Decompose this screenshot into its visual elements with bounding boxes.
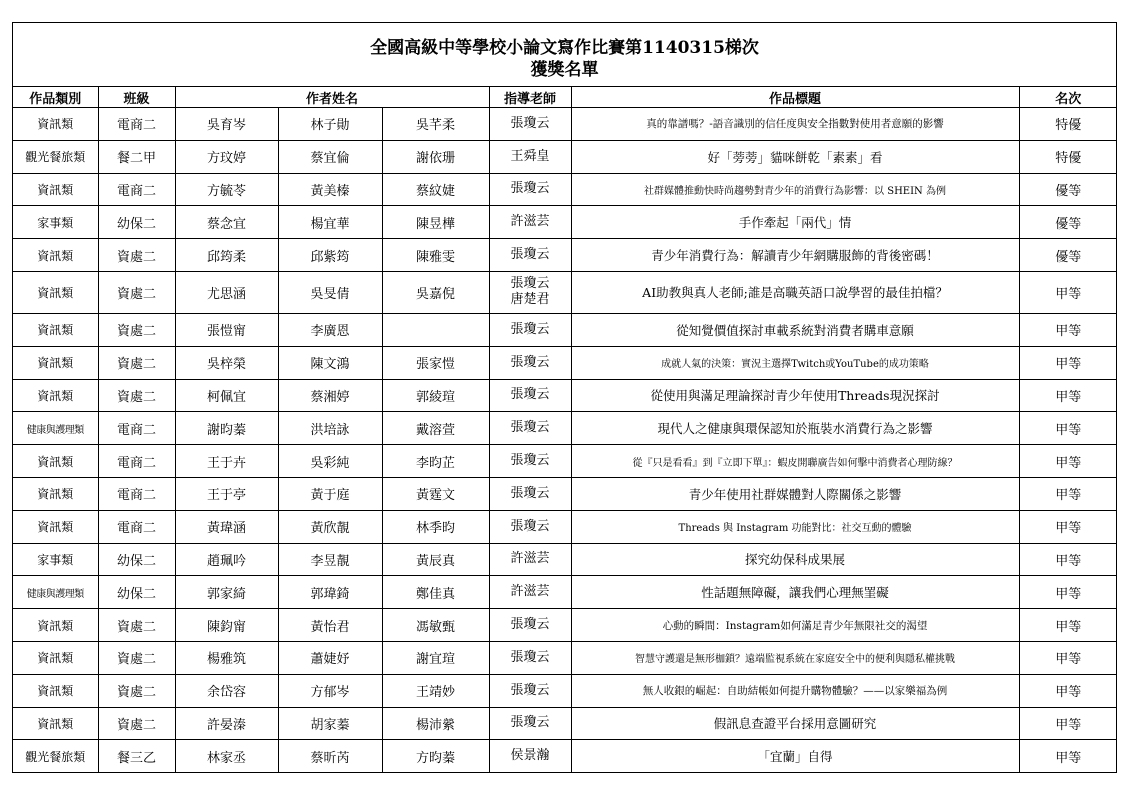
- cell-author-3: 王靖妙: [382, 674, 489, 707]
- cell-class: 資處二: [98, 239, 175, 272]
- cell-work-title: 青少年使用社群媒體對人際關係之影響: [571, 477, 1019, 510]
- table-row: [13, 445, 1117, 478]
- cell-class: 資處二: [98, 707, 175, 740]
- cell-author-1: 楊雅筑: [175, 641, 278, 674]
- cell-class: 資處二: [98, 609, 175, 642]
- cell-class: 電商二: [98, 173, 175, 206]
- cell-rank: 甲等: [1019, 707, 1117, 740]
- cell-category: 資訊類: [13, 477, 98, 510]
- cell-rank: 優等: [1019, 206, 1117, 239]
- teacher-name: 侯景瀚: [510, 748, 550, 764]
- cell-author-1: 柯佩宜: [175, 379, 278, 412]
- teacher-name: 張瓊云: [510, 617, 550, 633]
- table-row: [13, 412, 1117, 445]
- cell-author-1: 余岱容: [175, 674, 278, 707]
- cell-class: 電商二: [98, 412, 175, 445]
- table-row: [13, 707, 1117, 740]
- cell-work-title: 從使用與滿足理論探討青少年使用Threads現況探討: [571, 379, 1019, 412]
- cell-class: 電商二: [98, 477, 175, 510]
- cell-work-title: 手作牽起「兩代」情: [571, 206, 1019, 239]
- cell-author-1: 張愷甯: [175, 313, 278, 346]
- cell-author-3: 陳雅雯: [382, 239, 489, 272]
- cell-author-1: 趙珮吟: [175, 543, 278, 576]
- cell-author-1: 尤思涵: [175, 271, 278, 313]
- cell-category: 資訊類: [13, 674, 98, 707]
- teacher-name: 許滋芸: [510, 214, 550, 230]
- table-row: [13, 576, 1117, 609]
- header-work-title: 作品標題: [571, 87, 1019, 108]
- cell-category: 資訊類: [13, 707, 98, 740]
- cell-author-3: 謝依珊: [382, 140, 489, 173]
- cell-work-title: 心動的瞬間：Instagram如何滿足青少年無限社交的渴望: [571, 609, 1019, 642]
- cell-category: 資訊類: [13, 346, 98, 379]
- cell-author-2: 黃美榛: [278, 173, 382, 206]
- cell-author-1: 邱筠柔: [175, 239, 278, 272]
- cell-class: 資處二: [98, 674, 175, 707]
- cell-author-3: 李昀芷: [382, 445, 489, 478]
- cell-rank: 甲等: [1019, 609, 1117, 642]
- teacher-name: 唐楚君: [510, 292, 550, 308]
- cell-work-title: Threads 與 Instagram 功能對比：社交互動的體驗: [571, 510, 1019, 543]
- cell-category: 健康與護理類: [13, 412, 98, 445]
- cell-work-title: 「宜蘭」自得: [571, 740, 1019, 773]
- header-rank: 名次: [1019, 87, 1117, 108]
- teacher-name: 張瓊云: [510, 115, 550, 131]
- teacher-name: 張瓊云: [510, 682, 550, 698]
- cell-author-3: 蔡紋婕: [382, 173, 489, 206]
- award-list-sheet: [12, 22, 1117, 773]
- cell-rank: 優等: [1019, 239, 1117, 272]
- cell-author-3: 馮敏甄: [382, 609, 489, 642]
- cell-rank: 甲等: [1019, 379, 1117, 412]
- cell-category: 觀光餐旅類: [13, 740, 98, 773]
- cell-rank: 甲等: [1019, 740, 1117, 773]
- award-table-body: [13, 108, 1117, 773]
- cell-rank: 優等: [1019, 173, 1117, 206]
- cell-teacher: [489, 740, 571, 773]
- cell-author-3: [382, 313, 489, 346]
- table-row: [13, 206, 1117, 239]
- document-subtitle: 獲獎名單: [530, 60, 599, 80]
- cell-rank: 甲等: [1019, 641, 1117, 674]
- cell-rank: 甲等: [1019, 445, 1117, 478]
- cell-category: 資訊類: [13, 173, 98, 206]
- cell-author-1: 蔡念宜: [175, 206, 278, 239]
- cell-rank: 甲等: [1019, 412, 1117, 445]
- cell-category: 資訊類: [13, 641, 98, 674]
- table-row: [13, 173, 1117, 206]
- cell-author-3: 戴溶萱: [382, 412, 489, 445]
- cell-teacher: [489, 108, 571, 141]
- cell-work-title: 青少年消費行為：解讀青少年網購服飾的背後密碼！: [571, 239, 1019, 272]
- cell-author-1: 林家丞: [175, 740, 278, 773]
- cell-work-title: AI助教與真人老師;誰是高職英語口說學習的最佳拍檔？: [571, 271, 1019, 313]
- cell-author-2: 李昱靚: [278, 543, 382, 576]
- cell-author-2: 黃欣靚: [278, 510, 382, 543]
- cell-class: 餐二甲: [98, 140, 175, 173]
- title-block: [13, 23, 1116, 87]
- cell-work-title: 從『只是看看』到『立即下單』：蝦皮開聯廣告如何擊中消費者心理防線？: [571, 445, 1019, 478]
- cell-class: 資處二: [98, 271, 175, 313]
- cell-category: 資訊類: [13, 239, 98, 272]
- table-row: [13, 510, 1117, 543]
- cell-author-3: 張家愷: [382, 346, 489, 379]
- cell-rank: 甲等: [1019, 674, 1117, 707]
- table-row: [13, 108, 1117, 141]
- cell-work-title: 現代人之健康與環保認知於瓶裝水消費行為之影響: [571, 412, 1019, 445]
- table-row: [13, 740, 1117, 773]
- cell-author-2: 蔡昕芮: [278, 740, 382, 773]
- cell-class: 資處二: [98, 313, 175, 346]
- cell-author-2: 李廣恩: [278, 313, 382, 346]
- cell-rank: 甲等: [1019, 510, 1117, 543]
- teacher-name: 張瓊云: [510, 715, 550, 731]
- cell-teacher: [489, 477, 571, 510]
- cell-work-title: 探究幼保科成果展: [571, 543, 1019, 576]
- cell-work-title: 智慧守護還是無形枷鎖？遠端監視系統在家庭安全中的便利與隱私權挑戰: [571, 641, 1019, 674]
- cell-author-2: 蔡宜倫: [278, 140, 382, 173]
- cell-teacher: [489, 313, 571, 346]
- cell-author-1: 方玟婷: [175, 140, 278, 173]
- cell-author-2: 黃怡君: [278, 609, 382, 642]
- cell-teacher: [489, 609, 571, 642]
- cell-category: 資訊類: [13, 609, 98, 642]
- cell-class: 資處二: [98, 641, 175, 674]
- cell-teacher: [489, 206, 571, 239]
- cell-class: 幼保二: [98, 206, 175, 239]
- cell-teacher: [489, 140, 571, 173]
- cell-class: 電商二: [98, 445, 175, 478]
- header-teacher: 指導老師: [489, 87, 571, 108]
- cell-class: 電商二: [98, 510, 175, 543]
- cell-teacher: [489, 445, 571, 478]
- teacher-name: 張瓊云: [510, 485, 550, 501]
- table-row: [13, 140, 1117, 173]
- cell-work-title: 社群媒體推動快時尚趨勢對青少年的消費行為影響：以 SHEIN 為例: [571, 173, 1019, 206]
- teacher-name: 王舜皇: [510, 148, 550, 164]
- teacher-name: 張瓊云: [510, 420, 550, 436]
- cell-category: 資訊類: [13, 108, 98, 141]
- teacher-name: 許滋芸: [510, 551, 550, 567]
- table-row: [13, 313, 1117, 346]
- cell-work-title: 從知覺價值探討車載系統對消費者購車意願: [571, 313, 1019, 346]
- cell-author-2: 邱紫筠: [278, 239, 382, 272]
- cell-teacher: [489, 239, 571, 272]
- cell-author-1: 吳育岑: [175, 108, 278, 141]
- header-row: [13, 87, 1117, 108]
- teacher-name: 張瓊云: [510, 181, 550, 197]
- cell-teacher: [489, 346, 571, 379]
- cell-category: 資訊類: [13, 313, 98, 346]
- cell-teacher: [489, 412, 571, 445]
- cell-author-1: 謝昀蓁: [175, 412, 278, 445]
- cell-category: 資訊類: [13, 510, 98, 543]
- cell-author-1: 郭家綺: [175, 576, 278, 609]
- cell-class: 幼保二: [98, 576, 175, 609]
- cell-teacher: [489, 543, 571, 576]
- cell-work-title: 無人收銀的崛起：自助結帳如何提升購物體驗？——以家樂福為例: [571, 674, 1019, 707]
- cell-author-2: 蔡湘婷: [278, 379, 382, 412]
- cell-author-2: 黃于庭: [278, 477, 382, 510]
- table-row: [13, 271, 1117, 313]
- cell-rank: 甲等: [1019, 271, 1117, 313]
- cell-author-2: 陳文鴻: [278, 346, 382, 379]
- table-row: [13, 477, 1117, 510]
- cell-author-3: 黃辰真: [382, 543, 489, 576]
- cell-author-2: 蕭婕妤: [278, 641, 382, 674]
- cell-rank: 甲等: [1019, 543, 1117, 576]
- cell-rank: 甲等: [1019, 576, 1117, 609]
- table-row: [13, 239, 1117, 272]
- cell-author-1: 吳梓榮: [175, 346, 278, 379]
- cell-work-title: 性話題無障礙，讓我們心理無罣礙: [571, 576, 1019, 609]
- teacher-name: 張瓊云: [510, 354, 550, 370]
- cell-author-3: 吳芊柔: [382, 108, 489, 141]
- cell-teacher: [489, 379, 571, 412]
- teacher-name: 張瓊云: [510, 276, 550, 292]
- cell-category: 家事類: [13, 543, 98, 576]
- cell-work-title: 假訊息查證平台採用意圖研究: [571, 707, 1019, 740]
- cell-rank: 甲等: [1019, 313, 1117, 346]
- cell-author-1: 方毓苓: [175, 173, 278, 206]
- cell-category: 資訊類: [13, 445, 98, 478]
- teacher-name: 張瓊云: [510, 247, 550, 263]
- table-row: [13, 379, 1117, 412]
- header-authors: 作者姓名: [175, 87, 489, 108]
- cell-author-1: 王于亭: [175, 477, 278, 510]
- header-class: 班級: [98, 87, 175, 108]
- document-title: 全國高級中等學校小論文寫作比賽第1140315梯次: [370, 38, 759, 58]
- cell-teacher: [489, 641, 571, 674]
- cell-author-3: 林季昀: [382, 510, 489, 543]
- cell-author-2: 林子勛: [278, 108, 382, 141]
- cell-category: 資訊類: [13, 379, 98, 412]
- cell-author-1: 王于卉: [175, 445, 278, 478]
- cell-category: 家事類: [13, 206, 98, 239]
- cell-teacher: [489, 173, 571, 206]
- teacher-name: 張瓊云: [510, 649, 550, 665]
- cell-author-3: 郭綾瑄: [382, 379, 489, 412]
- cell-author-2: 楊宜華: [278, 206, 382, 239]
- cell-work-title: 真的靠譜嗎？-語音識別的信任度與安全指數對使用者意願的影響: [571, 108, 1019, 141]
- cell-author-2: 方郁岑: [278, 674, 382, 707]
- teacher-name: 張瓊云: [510, 453, 550, 469]
- cell-author-1: 許晏溱: [175, 707, 278, 740]
- cell-work-title: 好「蒡蒡」貓咪餅乾「素素」看: [571, 140, 1019, 173]
- cell-author-2: 吳彩純: [278, 445, 382, 478]
- teacher-name: 張瓊云: [510, 321, 550, 337]
- cell-author-3: 謝宜瑄: [382, 641, 489, 674]
- cell-author-2: 吳旻倩: [278, 271, 382, 313]
- cell-category: 健康與護理類: [13, 576, 98, 609]
- cell-rank: 甲等: [1019, 477, 1117, 510]
- cell-author-3: 吳嘉倪: [382, 271, 489, 313]
- cell-work-title: 成就人氣的決策：實況主選擇Twitch或YouTube的成功策略: [571, 346, 1019, 379]
- cell-author-3: 陳昱樺: [382, 206, 489, 239]
- cell-rank: 甲等: [1019, 346, 1117, 379]
- cell-teacher: [489, 271, 571, 313]
- cell-author-3: 楊沛縈: [382, 707, 489, 740]
- cell-author-3: 方昀蓁: [382, 740, 489, 773]
- cell-rank: 特優: [1019, 108, 1117, 141]
- table-row: [13, 543, 1117, 576]
- cell-rank: 特優: [1019, 140, 1117, 173]
- cell-teacher: [489, 707, 571, 740]
- teacher-name: 許滋芸: [510, 584, 550, 600]
- table-row: [13, 346, 1117, 379]
- cell-author-2: 洪培詠: [278, 412, 382, 445]
- cell-author-2: 郭瑋錡: [278, 576, 382, 609]
- cell-author-1: 陳鈞甯: [175, 609, 278, 642]
- cell-class: 資處二: [98, 379, 175, 412]
- header-category: 作品類別: [13, 87, 98, 108]
- table-row: [13, 674, 1117, 707]
- cell-author-2: 胡家蓁: [278, 707, 382, 740]
- cell-category: 資訊類: [13, 271, 98, 313]
- cell-author-3: 黃霆文: [382, 477, 489, 510]
- cell-author-1: 黃瑋涵: [175, 510, 278, 543]
- cell-class: 幼保二: [98, 543, 175, 576]
- cell-teacher: [489, 510, 571, 543]
- table-row: [13, 641, 1117, 674]
- cell-class: 電商二: [98, 108, 175, 141]
- cell-class: 餐三乙: [98, 740, 175, 773]
- cell-category: 觀光餐旅類: [13, 140, 98, 173]
- teacher-name: 張瓊云: [510, 518, 550, 534]
- table-row: [13, 609, 1117, 642]
- award-table: [13, 87, 1117, 773]
- cell-author-3: 鄭佳真: [382, 576, 489, 609]
- cell-teacher: [489, 674, 571, 707]
- teacher-name: 張瓊云: [510, 387, 550, 403]
- cell-class: 資處二: [98, 346, 175, 379]
- cell-teacher: [489, 576, 571, 609]
